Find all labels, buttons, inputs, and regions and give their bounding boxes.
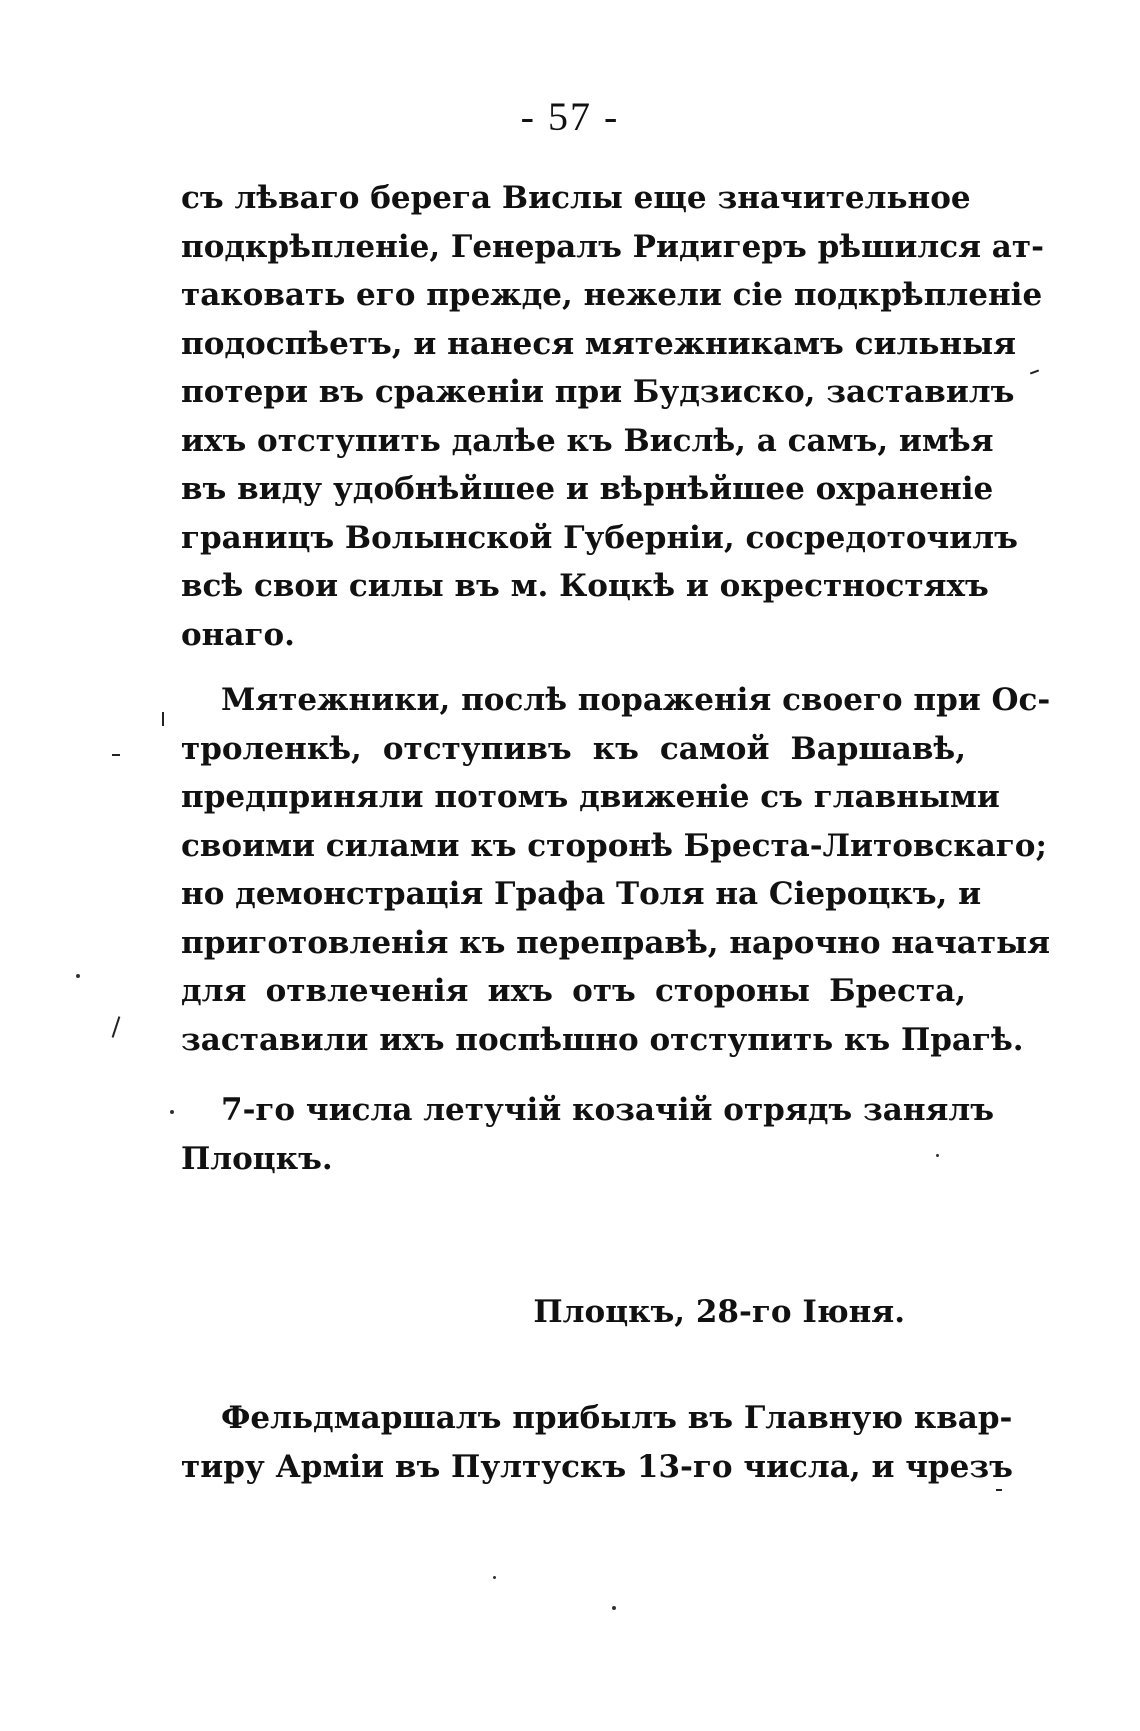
- scan-speck: [76, 974, 80, 978]
- paragraph-2: [181, 676, 1051, 1064]
- text-line: подоспѣетъ, и нанеся мятежникамъ сильныя: [181, 325, 1017, 362]
- text-line: границъ Волынской Губерніи, сосредоточилъ: [181, 519, 1018, 556]
- margin-mark: [162, 712, 164, 726]
- text-line: для отвлеченія ихъ отъ стороны Бреста,: [181, 973, 966, 1009]
- text-line: съ лѣваго берега Вислы еще значительное: [181, 180, 971, 216]
- text-line: ихъ отступить далѣе къ Вислѣ, а самъ, имѣя: [181, 422, 994, 459]
- text-line: подкрѣпленіе, Генералъ Ридигеръ рѣшился ат-: [181, 228, 1044, 265]
- text-line: 7-го числа летучій козачій отрядъ занялъ: [221, 1092, 995, 1128]
- text-line: предприняли потомъ движеніе съ главными: [181, 779, 1000, 815]
- margin-mark: [1030, 370, 1039, 375]
- margin-mark: [112, 1016, 121, 1038]
- margin-mark: [996, 1489, 1002, 1491]
- text-line: приготовленія къ переправѣ, нарочно начатыя: [181, 924, 1051, 961]
- scan-speck: [936, 1154, 939, 1157]
- dateline: Плоцкъ, 28-го Іюня.: [533, 1294, 905, 1330]
- text-line: Плоцкъ.: [181, 1140, 333, 1177]
- text-line: въ виду удобнѣйшее и вѣрнѣйшее охраненіе: [181, 471, 994, 507]
- scan-speck: [612, 1606, 616, 1610]
- text-line: своими силами къ сторонѣ Бреста-Литовскаго;: [181, 827, 1047, 864]
- text-line: Мятежники, послѣ пораженія своего при Ос-: [221, 682, 1051, 718]
- paragraph-3: [181, 1086, 995, 1183]
- paragraph-4: [181, 1394, 1013, 1491]
- page-number: - 57 -: [520, 94, 620, 139]
- text-line: тиру Арміи въ Пултускъ 13-го числа, и чрезъ: [181, 1448, 1013, 1485]
- scan-speck: [170, 1110, 174, 1114]
- text-line: заставили ихъ поспѣшно отступить къ Прагѣ.: [181, 1021, 1024, 1058]
- text-line: потери въ сраженіи при Будзиско, заставилъ: [181, 374, 1015, 410]
- margin-mark: [112, 754, 120, 756]
- paragraph-1: [181, 174, 1044, 659]
- scan-speck: [493, 1576, 496, 1579]
- text-line: онаго.: [181, 616, 295, 653]
- text-line: троленкѣ, отступивъ къ самой Варшавѣ,: [181, 730, 966, 767]
- text-line: всѣ свои силы въ м. Коцкѣ и окрестностяхъ: [181, 568, 989, 604]
- text-line: Фельдмаршалъ прибылъ въ Главную квар-: [221, 1400, 1013, 1436]
- text-line: но демонстрація Графа Толя на Сіероцкъ, и: [181, 876, 982, 912]
- text-line: таковать его прежде, нежели сіе подкрѣпленіе: [181, 277, 1043, 313]
